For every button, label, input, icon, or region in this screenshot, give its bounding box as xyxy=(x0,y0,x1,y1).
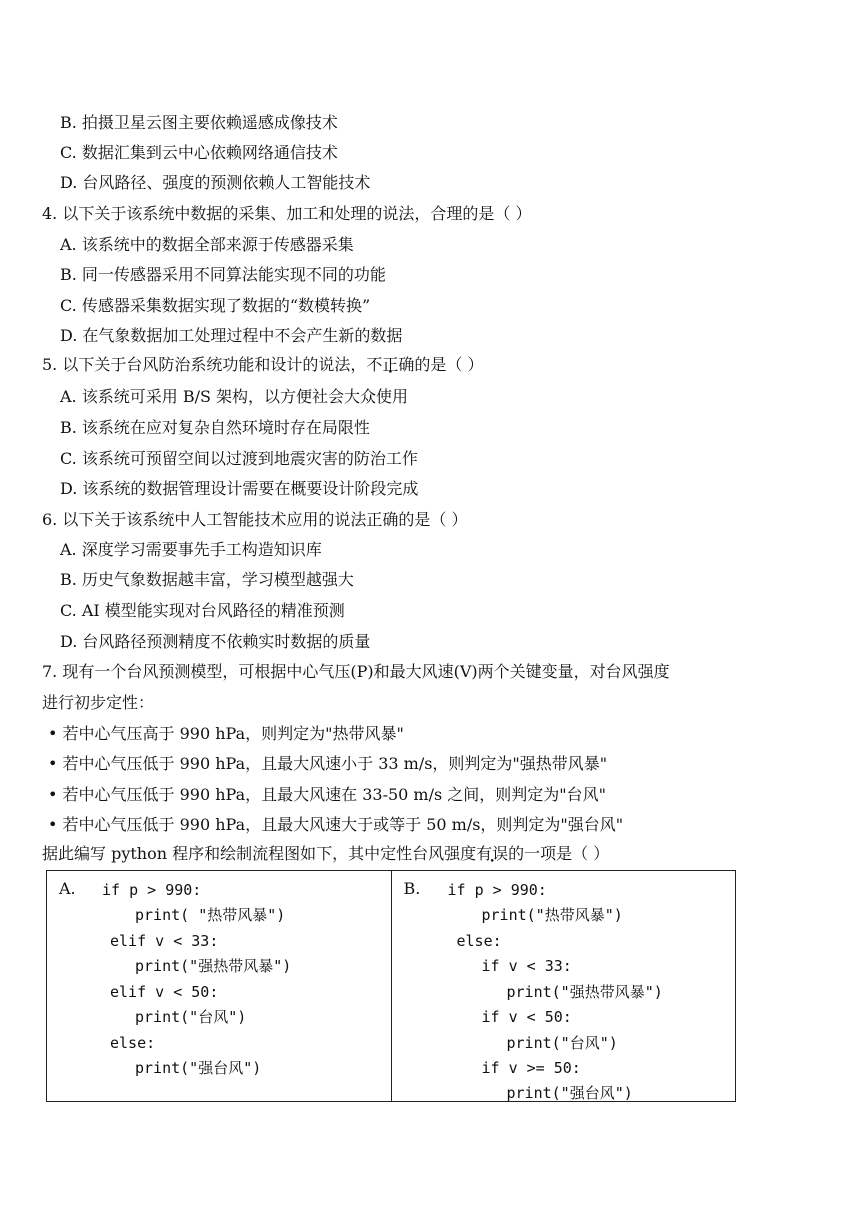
q7-stem-line2: 进行初步定性： xyxy=(42,693,155,712)
code-a-line-4: print("强热带风暴") xyxy=(135,957,292,975)
q7-closing-after: 的一项是（ ） xyxy=(508,844,610,863)
code-options-table xyxy=(46,870,736,1102)
code-b-line-2: print("热带风暴") xyxy=(481,906,623,924)
q7-bullet-4: • 若中心气压低于 990 hPa，且最大风速大于或等于 50 m/s，则判定为"强台风" xyxy=(48,815,624,834)
q6-option-a: A. 深度学习需要事先手工构造知识库 xyxy=(60,540,322,559)
q3-option-c: C. 数据汇集到云中心依赖网络通信技术 xyxy=(60,143,338,162)
q3-option-d: D. 台风路径、强度的预测依赖人工智能技术 xyxy=(60,173,371,192)
q4-option-c: C. 传感器采集数据实现了数据的“数模转换” xyxy=(60,296,371,315)
q5-option-c: C. 该系统可预留空间以过渡到地震灾害的防治工作 xyxy=(60,449,418,468)
q7-closing xyxy=(42,844,609,864)
code-b-line-6: if v < 50: xyxy=(481,1008,572,1026)
code-a-line-2: print( "热带风暴") xyxy=(135,906,286,924)
q6-option-b: B. 历史气象数据越丰富，学习模型越强大 xyxy=(60,570,354,589)
q5-option-b: B. 该系统在应对复杂自然环境时存在局限性 xyxy=(60,418,370,437)
q7-bullet-2: • 若中心气压低于 990 hPa，且最大风速小于 33 m/s，则判定为"强热带风暴" xyxy=(48,754,608,773)
code-b-line-8: if v >= 50: xyxy=(481,1059,581,1077)
code-b-line-1: if p > 990: xyxy=(447,881,547,899)
code-b-line-3: else: xyxy=(456,932,502,950)
q7-stem-line1: 7. 现有一个台风预测模型，可根据中心气压(P)和最大风速(V)两个关键变量，对台风强度 xyxy=(42,662,670,681)
option-b-label: B. xyxy=(403,879,421,898)
q6-option-d: D. 台风路径预测精度不依赖实时数据的质量 xyxy=(60,632,371,651)
q5-option-a: A. 该系统可采用 B/S 架构，以方便社会大众使用 xyxy=(60,387,409,406)
q6-stem: 6. 以下关于该系统中人工智能技术应用的说法正确的是（ ） xyxy=(42,510,468,529)
q7-bullet-1: • 若中心气压高于 990 hPa，则判定为"热带风暴" xyxy=(48,724,404,743)
code-b-line-7: print("台风") xyxy=(506,1034,618,1052)
code-a-line-7: else: xyxy=(110,1034,156,1052)
q7-closing-before: 据此编写 python 程序和绘制流程图如下，其中定性台风强度 xyxy=(42,844,477,863)
q7-closing-emphasis: 有误 xyxy=(476,844,509,863)
code-b-line-9: print("强台风") xyxy=(506,1084,633,1102)
code-a-line-6: print("台风") xyxy=(135,1008,247,1026)
code-a-line-8: print("强台风") xyxy=(135,1059,262,1077)
code-a-line-3: elif v < 33: xyxy=(110,932,219,950)
option-a-cell xyxy=(47,871,392,1102)
q5-stem-before: 5. 以下关于台风防治系统功能和设计的说法， xyxy=(42,355,367,374)
code-a-line-5: elif v < 50: xyxy=(110,983,219,1001)
q4-option-b: B. 同一传感器采用不同算法能实现不同的功能 xyxy=(60,265,386,284)
code-a-line-1: if p > 990: xyxy=(102,881,202,899)
q3-option-b: B. 拍摄卫星云图主要依赖遥感成像技术 xyxy=(60,113,338,132)
q4-option-d: D. 在气象数据加工处理过程中不会产生新的数据 xyxy=(60,326,403,345)
code-b-line-5: print("强热带风暴") xyxy=(506,983,663,1001)
q7-bullet-3: • 若中心气压低于 990 hPa，且最大风速在 33-50 m/s 之间，则判定为"台风" xyxy=(48,785,607,804)
q4-option-a: A. 该系统中的数据全部来源于传感器采集 xyxy=(60,235,354,254)
code-b-line-4: if v < 33: xyxy=(481,957,572,975)
q5-option-d: D. 该系统的数据管理设计需要在概要设计阶段完成 xyxy=(60,479,419,498)
q5-stem xyxy=(42,355,483,375)
q5-stem-after: 的是（ ） xyxy=(414,355,484,374)
option-a-label: A. xyxy=(59,879,76,898)
q4-stem: 4. 以下关于该系统中数据的采集、加工和处理的说法，合理的是（ ） xyxy=(42,204,532,223)
q5-stem-emphasis: 不正确 xyxy=(366,355,415,374)
option-b-cell xyxy=(391,871,736,1102)
q6-option-c: C. AI 模型能实现对台风路径的精准预测 xyxy=(60,601,345,620)
